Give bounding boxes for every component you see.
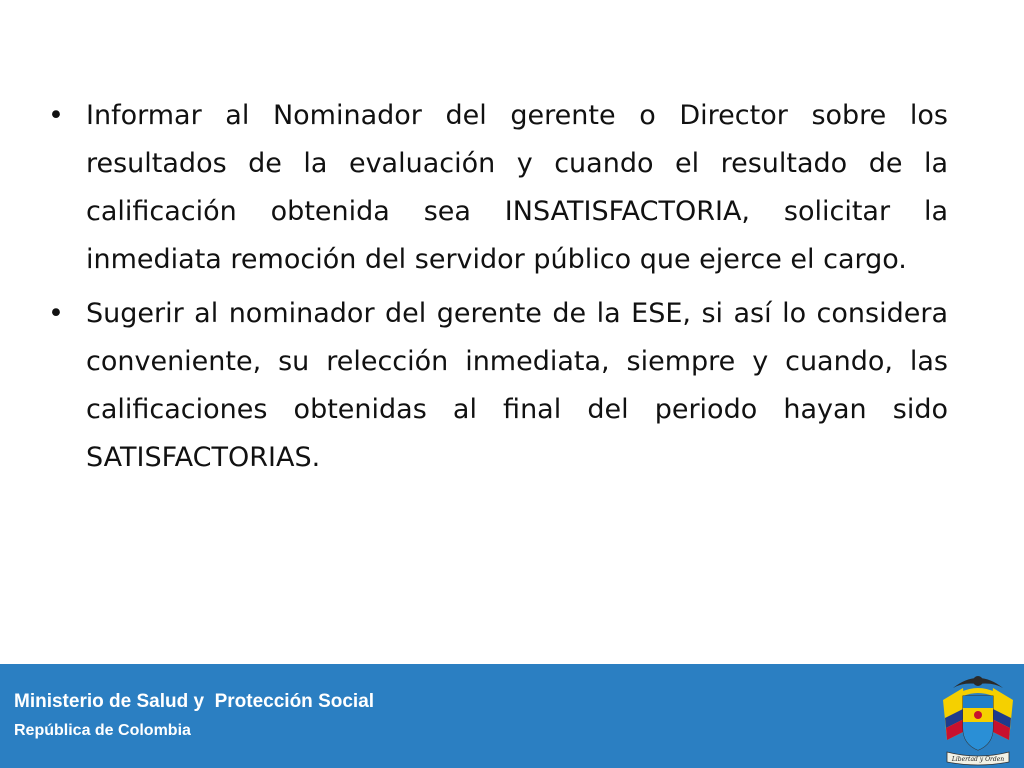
slide-content — [46, 92, 948, 488]
bullet-text-1: Informar al Nominador del gerente o Director sobre los resultados de la evaluación y cuando el resultado de la calificación obtenida sea INSATISFACTORIA, solicitar la inmediata remoción del servidor público que ejerce el cargo. — [86, 100, 948, 275]
colombia-coat-of-arms-icon — [933, 670, 1023, 768]
bullet-list — [46, 92, 948, 482]
country-name: República de Colombia — [14, 722, 191, 739]
bullet-point-icon: • — [48, 298, 64, 329]
bullet-item-2 — [46, 290, 948, 482]
ministry-name: Ministerio de Salud y Protección Social — [14, 691, 375, 712]
emblem-motto: Libertad y Orden — [951, 756, 1005, 763]
bullet-item-1 — [46, 92, 948, 284]
bullet-point-icon: • — [48, 100, 64, 131]
bullet-text-2: Sugerir al nominador del gerente de la ESE, si así lo considera conveniente, su relección inmediata, siempre y cuando, las calificaciones obtenidas al final del periodo hayan sido SATISFACTORIAS. — [86, 298, 948, 473]
footer-bar — [0, 664, 1024, 768]
